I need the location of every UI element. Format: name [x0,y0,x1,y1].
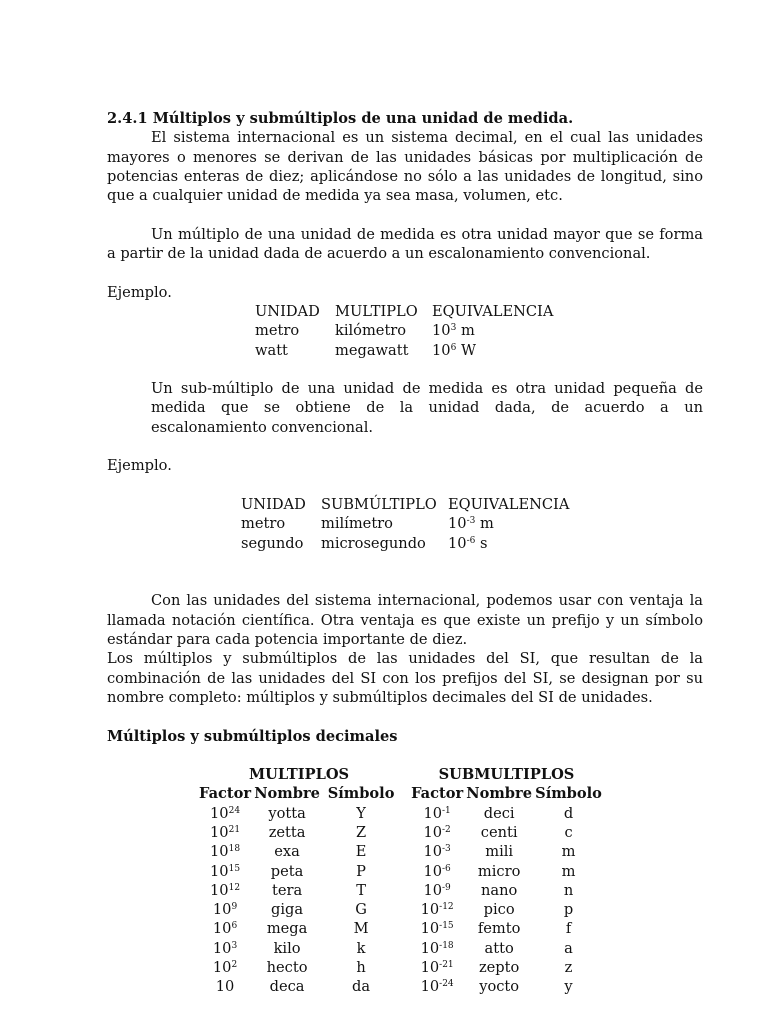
multiple-symbol-cell: M [353,920,369,938]
multiple-factor-cell: $10^{21}$ [210,823,241,841]
multiple-name-cell: exa [274,843,300,861]
submultiple-factor-cell: $10^{-24}$ [420,978,454,996]
unit-cell: metro [255,322,300,340]
submultiple-name-cell: micro [477,862,521,880]
table-row [199,939,602,958]
equivalence-cell: $10^{-3}$ m [448,515,494,533]
multiple-symbol-cell: E [355,843,367,861]
submultiple-symbol-cell: n [563,881,574,899]
multiple-name-cell: mega [266,920,308,938]
multiple-symbol-cell: T [356,881,366,899]
example-label-1: Ejemplo. [107,283,172,301]
submultiple-name-cell: nano [481,881,518,899]
submultiple-symbol-cell: p [563,901,574,919]
submultiple-factor-cell: $10^{-18}$ [420,939,454,957]
column-header: EQUIVALENCIA [448,495,570,513]
multiple-symbol-cell: h [356,959,366,977]
unit-cell: metro [241,515,286,533]
submultiple-name-cell: mili [485,843,514,861]
si-prefix-table [199,765,602,997]
equivalence-cell: $10^{-6}$ s [448,534,488,552]
multiple-name-cell: giga [271,901,304,919]
submultiple-symbol-cell: m [561,843,576,861]
name-cell: megawatt [335,341,409,359]
name-cell: kilómetro [335,322,407,340]
submultiple-factor-cell: $10^{-6}$ [423,862,451,880]
section-title: 2.4.1 Múltiplos y submúltiplos de una unidad de medida. [107,110,574,127]
multiple-symbol-cell: P [356,862,366,880]
submultiple-symbol-cell: y [564,978,573,996]
table-heading: Múltiplos y submúltiplos decimales [107,727,398,745]
submultiple-factor-cell: $10^{-21}$ [420,959,454,977]
submultiple-factor-cell: $10^{-15}$ [420,920,454,938]
submultiple-name-cell: centi [480,823,518,841]
submultiple-name-cell: atto [484,939,514,957]
multiple-symbol-cell: k [356,939,366,957]
multiple-name-cell: hecto [266,959,308,977]
column-header: Nombre [254,785,320,803]
table-header-row [241,495,569,514]
si-table-body [199,804,602,997]
submultiple-name-cell: zepto [478,959,520,977]
table-row [241,514,569,533]
multiple-symbol-cell: Z [356,823,367,841]
column-header: SUBMÚLTIPLO [321,495,437,513]
unit-cell: segundo [241,534,304,552]
submultiple-symbol-cell: m [561,862,576,880]
table-row [199,823,602,842]
multiple-factor-cell: 10 [215,978,235,996]
column-header: Nombre [466,785,532,803]
document-page [107,109,703,997]
column-header: UNIDAD [255,302,320,320]
name-cell: microsegundo [321,534,426,552]
table-row [199,804,602,823]
multiple-factor-cell: $10^3$ [212,939,238,957]
column-header: Símbolo [327,785,395,803]
table-header-row [255,302,553,321]
multiple-symbol-cell: G [355,901,367,919]
submultiple-factor-cell: $10^{-2}$ [423,823,451,841]
submultiple-name-cell: femto [477,920,521,938]
multiple-name-cell: tera [271,881,303,899]
multiple-factor-cell: $10^{12}$ [210,881,241,899]
submultiple-factor-cell: $10^{-3}$ [423,843,451,861]
multiple-name-cell: kilo [273,939,301,957]
multiple-factor-cell: $10^2$ [212,959,238,977]
column-header: Símbolo [535,785,602,803]
submultiple-symbol-cell: a [564,939,573,957]
table-row [199,919,602,938]
table-row [199,900,602,919]
table-row [241,534,569,553]
multiple-name-cell: zetta [268,823,306,841]
example-label-2: Ejemplo. [107,457,172,475]
table-row [199,977,602,996]
multiple-name-cell: deca [269,978,305,996]
submultiple-factor-cell: $10^{-12}$ [420,901,454,919]
submultiple-name-cell: pico [483,901,515,919]
submultiple-symbol-cell: z [564,959,573,977]
multiple-symbol-cell: da [352,978,371,996]
equivalence-cell: $10^6$ W [432,341,476,359]
submultiple-symbol-cell: d [563,804,574,822]
multiple-name-cell: peta [270,862,304,880]
unit-cell: watt [255,341,288,359]
multiple-symbol-cell: Y [356,804,366,822]
submultiple-symbol-cell: f [565,920,572,938]
multiple-factor-cell: $10^{24}$ [210,804,241,822]
table-row [255,341,553,360]
column-header: Factor [199,785,252,803]
column-header: Factor [411,785,464,803]
table-row [199,862,602,881]
multiple-factor-cell: $10^{18}$ [210,843,241,861]
multiple-name-cell: yotta [268,804,306,822]
multiple-factor-cell: $10^9$ [212,901,238,919]
name-cell: milímetro [321,515,393,533]
multiple-factor-cell: $10^{15}$ [210,862,241,880]
submultiple-name-cell: deci [483,804,515,822]
column-header: MULTIPLO [335,302,418,320]
column-header: EQUIVALENCIA [432,302,554,320]
equivalence-cell: $10^3$ m [432,322,475,340]
submultiple-factor-cell: $10^{-1}$ [423,804,451,822]
submultiple-name-cell: yocto [479,978,520,996]
group-header-submultiplos: SUBMULTIPLOS [438,766,575,784]
multiple-factor-cell: $10^6$ [212,920,238,938]
paragraph-intro: El sistema internacional es un sistema decimal, en el cual las unidades mayores o menores se derivan de las unidades básicas por multiplicación de potencias enteras de diez; aplicándose no sólo a las unidades de longitud, sino que a cualquier unidad de medida ya sea masa, volumen, etc. [107,129,703,205]
submultiple-symbol-cell: c [564,823,573,841]
group-header-row [199,765,602,784]
example-multiples-table [255,302,553,360]
column-header: UNIDAD [241,495,306,513]
table-row [255,321,553,340]
paragraph-submultiple-definition: Un sub-múltiplo de una unidad de medida es otra unidad pequeña de medida que se obtiene de la unidad dada, de acuerdo a un escalonamiento convencional. [151,380,703,436]
table-row [199,842,602,861]
paragraph-si-prefixes: Los múltiplos y submúltiplos de las unidades del SI, que resultan de la combinación de las unidades del SI con los prefijos del SI, se designan por su nombre completo: múltiplos y submúltiplos decimales del SI de unidades. [107,650,703,706]
table-row [199,881,602,900]
group-header-multiplos: MULTIPLOS [248,766,350,784]
column-header-row [199,784,602,803]
submultiple-factor-cell: $10^{-9}$ [423,881,451,899]
table-row [199,958,602,977]
example-submultiples-table [241,495,569,553]
paragraph-multiple-definition: Un múltiplo de una unidad de medida es otra unidad mayor que se forma a partir de la unidad dada de acuerdo a un escalonamiento convencional. [107,225,703,263]
paragraph-scientific-notation: Con las unidades del sistema internacional, podemos usar con ventaja la llamada notación científica. Otra ventaja es que existe un prefijo y un símbolo estándar para cada potencia importante de diez. [107,592,703,649]
